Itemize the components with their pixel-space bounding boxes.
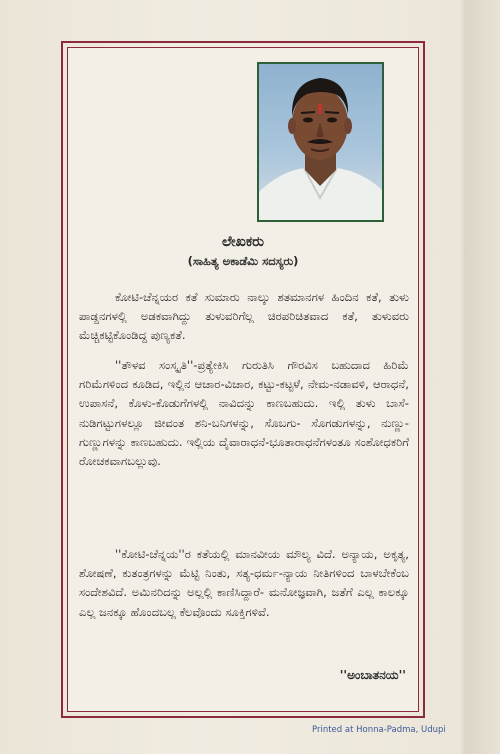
paragraph-3 (79, 545, 409, 622)
printer-credit: Printed at Honna-Padma, Udupi (312, 725, 446, 735)
paragraph-1 (79, 288, 409, 346)
paragraph-2 (79, 356, 409, 471)
author-label: ಲೇಖಕರು (221, 234, 264, 250)
paragraph-text: ಕೋಟಿ-ಚೆನ್ನಯರ ಕತೆ ಸುಮಾರು ನಾಲ್ಕು ಶತಮಾನಗಳ ಹಿಂದಿನ ಕತೆ, ತುಳು ಪಾಡ್ದನಗಳಲ್ಲಿ ಅಡಕವಾಗಿದ್ದು ತುಳುವರಿಗೆಲ್ಲ ಚಿರಪರಿಚಿತವಾದ ಕತೆ, ತುಳುವರು ಮೆಚ್ಚಿಕಟ್ಟಿಕೊಂಡಿದ್ದ ಪುಣ್ಯಕತೆ. (79, 290, 409, 343)
author-subtitle: (ಸಾಹಿತ್ಯ ಅಕಾಡೆಮಿ ಸದಸ್ಯರು) (187, 254, 299, 268)
author-signature: ''ಅಂಬಾತನಯ'' (339, 668, 406, 682)
paragraph-text: ''ಕೋಟಿ-ಚೆನ್ನಯ''ರ ಕತೆಯಲ್ಲಿ ಮಾನವೀಯ ಮೌಲ್ಯ ವಿದೆ. ಅನ್ಯಾಯ, ಅಕೃತ್ಯ, ಶೋಷಣೆ, ಕುತಂತ್ರಗಳನ್ನು ಮೆಟ್ಟಿ ನಿಂತು, ಸತ್ಯ-ಧರ್ಮ-ನ್ಯಾಯ ನೀತಿಗಳಿಂದ ಬಾಳಬೇಕೆಂಬ ಸಂದೇಶವಿದೆ. ಅಮಿನರಿದನ್ನು ಅಲ್ಲಲ್ಲಿ ಕಾಣಿಸಿದ್ದಾರೆ- ಮನೋಜ್ಞವಾಗಿ, ಜತೆಗೆ ಎಲ್ಲ ಕಾಲಕ್ಕೂ ಎಲ್ಲ ಜನಕ್ಕೂ ಹೊಂದಬಲ್ಲ ಕೆಲವೊಂದು ಸೂಕ್ತಿಗಳಿವೆ. (79, 547, 409, 619)
paragraph-text: ''ತೌಳವ ಸಂಸ್ಕೃತಿ''-ಪ್ರತ್ಯೇಕಿಸಿ ಗುರುತಿಸಿ ಗೌರವಿಸ ಬಹುದಾದ ಹಿರಿಮೆ ಗರಿಮೆಗಳಿಂದ ಕೂಡಿದ, ಇಲ್ಲಿನ ಆಚಾರ-ವಿಚಾರ, ಕಟ್ಟು-ಕಟ್ಟಳೆ, ನೇಮ-ನಡಾವಳಿ, ಆರಾಧನೆ, ಉಪಾಸನೆ, ಕೊಳು-ಕೊಡುಗೆಗಳಲ್ಲಿ ನಾವಿದನ್ನು ಕಾಣಬಹುದು. ಇಲ್ಲಿ ತುಳು ಬಾಸೆ-ನುಡಿಗಟ್ಟುಗಳಲ್ಲೂ ಜೀವಂತ ಶನಿ-ಬನಿಗಳನ್ನು, ಸೊಬಗು- ಸೊಗಡುಗಳನ್ನು, ನುಣ್ಣು-ಗುಣ್ಣುಗಳನ್ನು ಕಾಣಬಹುದು. ಇಲ್ಲಿಯ ದೈವಾರಾಧನೆ-ಭೂತಾರಾಧನೆಗಳಂತೂ ಸಂಶೋಧಕರಿಗೆ ರೋಚಕವಾಗಬಲ್ಲುವು. (79, 358, 409, 469)
author-photo (257, 62, 384, 222)
